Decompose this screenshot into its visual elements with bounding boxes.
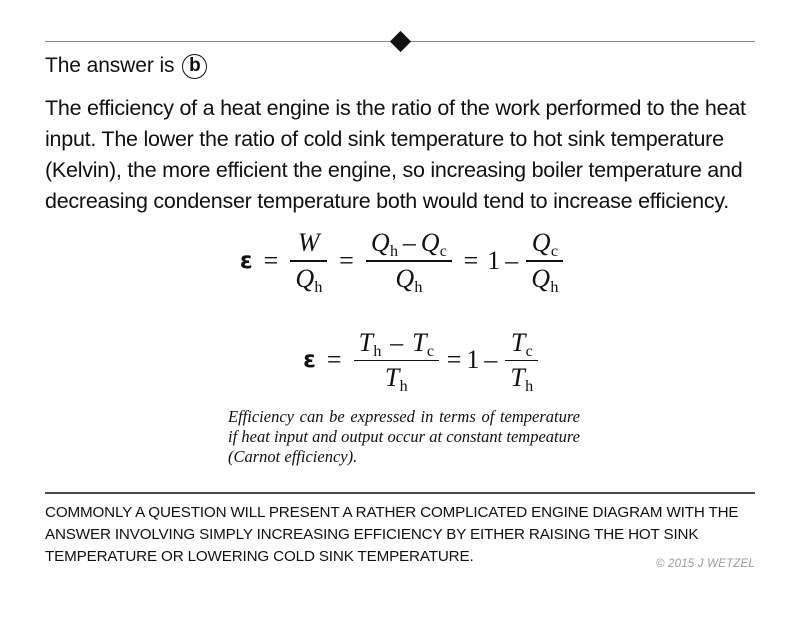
fraction-th-minus-tc-over-th [354,328,439,394]
answer-line [45,52,207,80]
q-symbol: Q [295,263,315,293]
equation-efficiency-heat [0,228,800,294]
equals-sign: = [263,245,279,275]
subscript-c: c [550,243,558,261]
fraction-numerator [366,228,452,260]
diamond-marker-icon [390,31,411,52]
equation-efficiency-temperature [0,328,800,394]
fraction-numerator [506,328,538,360]
fraction-qc-over-qh [526,228,563,294]
q-symbol: Q [395,263,415,293]
answer-label: The answer is [45,54,175,77]
copyright-notice: © 2015 J WETZEL [655,558,755,570]
fraction-qh-minus-qc-over-qh [366,228,452,294]
minus-sign: – [390,327,404,357]
t-symbol: T [412,327,427,357]
q-symbol: Q [531,228,551,257]
t-symbol: T [510,363,525,393]
q-symbol: Q [370,228,390,257]
minus-sign: – [505,245,519,275]
subscript-h: h [414,278,423,296]
number-one: 1 [487,245,501,275]
answer-choice-badge: b [182,54,207,79]
fraction-numerator: W [297,228,320,257]
equation-caption: Efficiency can be expressed in terms of temperature if heat input and output occur at constant tempeature (Carnot efficiency). [228,407,580,466]
epsilon-symbol: ε [239,247,253,274]
epsilon-symbol: ε [303,347,316,374]
fraction-denominator [505,361,538,396]
equals-sign: = [446,345,462,375]
subscript-h: h [389,243,398,261]
subscript-c: c [426,342,435,360]
subscript-h: h [314,278,323,296]
t-symbol: T [510,327,526,357]
subscript-h: h [550,278,559,296]
t-symbol: T [384,363,400,393]
fraction-tc-over-th [505,328,538,394]
fraction-numerator [354,328,439,360]
footer-note: COMMONLY A QUESTION WILL PRESENT A RATHER COMPLICATED ENGINE DIAGRAM WITH THE ANSWER INVOLVING SIMPLY INCREASING EFFICIENCY BY EITHER RAISING THE HOT SINK TEMPERATURE OR LOWERING COLD SINK TEMPERATURE. [45,504,739,565]
subscript-h: h [373,342,382,360]
equals-sign: = [463,245,479,275]
explanation-paragraph: The efficiency of a heat engine is the ratio of the work performed to the heat input. The lower the ratio of cold sink temperature to hot sink temperature (Kelvin), the more efficient the engine, so increasing boiler temperature and decreasing condenser temperature both would tend to increase efficiency. [45,96,746,213]
q-symbol: Q [531,263,551,293]
footer-divider [45,492,755,494]
subscript-c: c [525,342,533,360]
minus-sign: – [484,345,498,375]
number-one: 1 [466,345,480,375]
subscript-h: h [399,378,408,396]
fraction-denominator [526,262,563,294]
fraction-numerator [527,228,563,260]
fraction-work-over-qh [290,228,327,294]
equals-sign: = [339,245,354,275]
equation-block [0,228,800,396]
subscript-c: c [439,243,447,261]
fraction-denominator [290,262,327,294]
q-symbol: Q [420,228,440,257]
equals-sign: = [326,345,342,375]
fraction-denominator [380,361,413,396]
t-symbol: T [358,327,374,357]
minus-sign: – [402,228,416,257]
subscript-h: h [525,378,534,396]
fraction-denominator [390,262,427,294]
